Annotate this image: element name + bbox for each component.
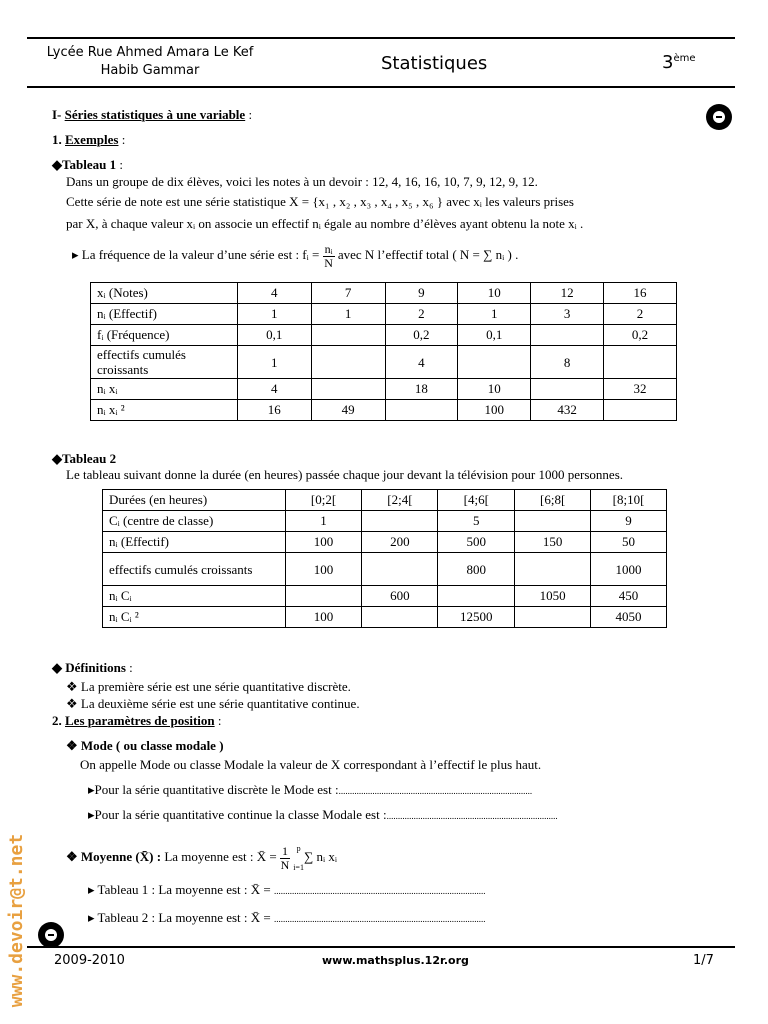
tableau2-cell: [6;8[ <box>515 490 591 511</box>
gear-icon <box>38 922 64 948</box>
tableau1-cell <box>311 346 385 379</box>
tableau1-cell: 2 <box>604 304 677 325</box>
class-level <box>662 52 696 73</box>
mode-q2-answer-blank[interactable]: ............................................................................ <box>386 811 558 821</box>
subsection-examples <box>52 132 125 148</box>
tableau2-cell <box>362 511 438 532</box>
section-2-tail: : <box>214 713 222 728</box>
tableau1-cell: 2 <box>385 304 458 325</box>
tableau1-cell: 10 <box>458 283 531 304</box>
tableau2-cell <box>515 553 591 586</box>
teacher-name: Habib Gammar <box>100 63 200 78</box>
tableau1-cell: 1 <box>311 304 385 325</box>
tableau1-cell <box>458 346 531 379</box>
tableau1-cell: 1 <box>237 346 311 379</box>
tableau1-cell <box>531 379 604 400</box>
tableau2-cell: 100 <box>285 532 362 553</box>
moy-q2-answer-blank[interactable]: .............................................................................................. <box>274 914 486 924</box>
moyenne-numerator: 1 <box>281 843 288 858</box>
footer-website-link[interactable]: www.mathsplus.12r.org <box>322 954 469 967</box>
tableau1-row <box>91 379 677 400</box>
tableau1-cell: 0,1 <box>237 325 311 346</box>
moyenne-text: La moyenne est : X̄ = <box>164 849 280 864</box>
moyenne-question-t2 <box>88 910 486 927</box>
tableau2-row <box>103 586 667 607</box>
tableau1-cell: 32 <box>604 379 677 400</box>
page-title: Statistiques <box>381 53 488 74</box>
tableau2-cell <box>515 607 591 628</box>
tableau2-cell: 1050 <box>515 586 591 607</box>
tableau1-cell: 18 <box>385 379 458 400</box>
section-1-num: I- <box>52 107 62 122</box>
tableau2-cell: 450 <box>591 586 667 607</box>
frequency-fraction <box>323 243 335 270</box>
sum-bounds <box>293 844 304 872</box>
definitions-tail: : <box>125 660 133 675</box>
moyenne-fraction <box>280 845 290 872</box>
footer-rule <box>27 946 735 948</box>
tableau2-cell <box>285 586 362 607</box>
tableau1-label: ◆Tableau 1 <box>52 157 117 172</box>
tableau1-row <box>91 346 677 379</box>
subsection-num: 1. <box>52 132 62 147</box>
tableau1-title <box>52 157 123 173</box>
mode-definition: On appelle Mode ou classe Modale la valeur de X correspondant à l’effectif le plus haut. <box>80 757 542 772</box>
tableau1-row-label: xᵢ (Notes) <box>91 283 238 304</box>
section-1-heading <box>52 107 252 123</box>
definition-1: ❖ La première série est une série quantitative discrète. <box>66 679 351 694</box>
frequency-denominator: N <box>324 255 333 270</box>
tableau2-row <box>103 532 667 553</box>
tableau1-cell: 7 <box>311 283 385 304</box>
tableau1-cell: 1 <box>458 304 531 325</box>
mode-question-discrete <box>88 782 532 799</box>
moy-q2-label: ▸ Tableau 2 : La moyenne est : X̄ = <box>88 910 274 925</box>
section-2-heading <box>52 713 222 729</box>
tableau1-cell: 49 <box>311 400 385 421</box>
tableau2-row-label: nᵢ (Effectif) <box>103 532 286 553</box>
tableau2-cell: 4050 <box>591 607 667 628</box>
tableau1-paragraph-3: par X, à chaque valeur xᵢ on associe un effectif nᵢ égale au nombre d’élèves ayant obtenu la note xᵢ . <box>66 216 584 231</box>
tableau1-row-label: nᵢ xᵢ <box>91 379 238 400</box>
tableau1-cell: 4 <box>237 283 311 304</box>
tableau2-cell: 1000 <box>591 553 667 586</box>
level-sup: ème <box>673 53 696 64</box>
gear-icon <box>706 104 732 130</box>
tableau2-row-label: Durées (en heures) <box>103 490 286 511</box>
tableau2-title: ◆Tableau 2 <box>52 451 117 466</box>
tableau2-row <box>103 553 667 586</box>
header-bottom-rule <box>27 86 735 88</box>
tableau1-cell: 12 <box>531 283 604 304</box>
tableau2-cell: [4;6[ <box>438 490 515 511</box>
tableau1-cell: 100 <box>458 400 531 421</box>
tableau1-row-label: fᵢ (Fréquence) <box>91 325 238 346</box>
definitions-title <box>52 660 133 676</box>
tableau1-table <box>90 282 677 421</box>
subsection-title: Exemples <box>65 132 119 147</box>
tableau1-cell: 4 <box>237 379 311 400</box>
section-1-tail: : <box>245 107 253 122</box>
moyenne-denominator: N <box>280 857 290 872</box>
tableau2-cell: [2;4[ <box>362 490 438 511</box>
tableau2-cell: 5 <box>438 511 515 532</box>
moy-q1-label: ▸ Tableau 1 : La moyenne est : X̄ = <box>88 882 274 897</box>
mode-q1-label: ▸Pour la série quantitative discrète le Mode est : <box>88 782 339 797</box>
section-2-title: Les paramètres de position <box>65 713 215 728</box>
tableau2-cell: 150 <box>515 532 591 553</box>
moyenne-question-t1 <box>88 882 486 899</box>
tableau1-cell: 1 <box>237 304 311 325</box>
tableau2-row-label: nᵢ Cᵢ <box>103 586 286 607</box>
tableau1-row <box>91 325 677 346</box>
tableau1-cell: 0,1 <box>458 325 531 346</box>
school-line1: Lycée Rue Ahmed Amara Le Kef <box>46 45 254 60</box>
tableau2-cell: 9 <box>591 511 667 532</box>
header-top-rule <box>27 37 735 39</box>
tableau2-table <box>102 489 667 628</box>
tableau2-row <box>103 607 667 628</box>
tableau1-row-label: nᵢ (Effectif) <box>91 304 238 325</box>
tableau2-row <box>103 511 667 532</box>
moyenne-title: ❖ Moyenne (X̄) : <box>66 849 162 864</box>
tableau1-cell: 16 <box>604 283 677 304</box>
tableau2-paragraph: Le tableau suivant donne la durée (en heures) passée chaque jour devant la télévision pour 1000 personnes. <box>66 467 624 482</box>
tableau2-cell: 800 <box>438 553 515 586</box>
tableau1-cell: 16 <box>237 400 311 421</box>
tableau1-row-label: effectifs cumulés croissants <box>91 346 238 379</box>
frequency-numerator: nᵢ <box>324 241 333 256</box>
tableau1-row <box>91 400 677 421</box>
tableau1-cell <box>311 379 385 400</box>
mode-question-continue <box>88 807 558 824</box>
tableau2-cell: 500 <box>438 532 515 553</box>
subsection-tail: : <box>118 132 126 147</box>
tableau1-cell: 4 <box>385 346 458 379</box>
tableau2-cell: 100 <box>285 553 362 586</box>
tableau1-cell: 3 <box>531 304 604 325</box>
tableau2-cell: 50 <box>591 532 667 553</box>
tableau1-row-label: nᵢ xᵢ ² <box>91 400 238 421</box>
section-2-num: 2. <box>52 713 62 728</box>
tableau1-paragraph-2: Cette série de note est une série statistique X = {x₁ , x₂ , x₃ , x₄ , x₅ , x₆ } avec xᵢ les valeurs prises <box>66 194 574 209</box>
sum-top: p <box>296 844 301 854</box>
tableau2-cell: [8;10[ <box>591 490 667 511</box>
definitions-label: ◆ Définitions <box>52 660 126 675</box>
tableau1-cell: 0,2 <box>385 325 458 346</box>
tableau1-tail: : <box>116 157 123 172</box>
moyenne-formula <box>66 840 337 874</box>
mode-q1-answer-blank[interactable]: ...................................................................................... <box>338 786 533 796</box>
moy-q1-answer-blank[interactable]: .............................................................................................. <box>274 886 486 896</box>
tableau2-cell <box>362 553 438 586</box>
tableau1-cell: 9 <box>385 283 458 304</box>
moyenne-sum: ∑ nᵢ xᵢ <box>303 849 337 864</box>
tableau2-cell: [0;2[ <box>285 490 362 511</box>
tableau2-cell: 12500 <box>438 607 515 628</box>
frequency-text-before: ▸ La fréquence de la valeur d’une série est : fᵢ = <box>72 247 323 262</box>
tableau2-row-label: nᵢ Cᵢ ² <box>103 607 286 628</box>
frequency-text-after: avec N l’effectif total ( N = ∑ nᵢ ) . <box>334 247 519 262</box>
tableau2-row <box>103 490 667 511</box>
tableau1-cell <box>531 325 604 346</box>
watermark: www.devoir@t.net <box>6 833 28 1008</box>
tableau1-cell <box>311 325 385 346</box>
tableau1-cell: 10 <box>458 379 531 400</box>
school-name <box>30 44 270 80</box>
tableau1-cell <box>385 400 458 421</box>
tableau2-row-label: effectifs cumulés croissants <box>103 553 286 586</box>
tableau1-row <box>91 304 677 325</box>
tableau2-cell <box>438 586 515 607</box>
tableau1-paragraph-1: Dans un groupe de dix élèves, voici les notes à un devoir : 12, 4, 16, 16, 10, 7, 9, 12, 9, 12. <box>66 174 538 189</box>
sum-bottom: i=1 <box>293 863 304 873</box>
tableau2-cell <box>515 511 591 532</box>
footer-year: 2009-2010 <box>54 953 125 968</box>
tableau2-cell: 100 <box>285 607 362 628</box>
tableau2-cell: 200 <box>362 532 438 553</box>
frequency-formula <box>72 240 518 270</box>
tableau1-row <box>91 283 677 304</box>
tableau1-cell <box>604 400 677 421</box>
section-1-title: Séries statistiques à une variable <box>64 107 246 122</box>
tableau1-cell <box>604 346 677 379</box>
tableau2-cell: 1 <box>285 511 362 532</box>
tableau1-cell: 0,2 <box>604 325 677 346</box>
tableau1-cell: 432 <box>531 400 604 421</box>
definition-2: ❖ La deuxième série est une série quantitative continue. <box>66 696 360 711</box>
tableau2-cell: 600 <box>362 586 438 607</box>
mode-q2-label: ▸Pour la série quantitative continue la classe Modale est : <box>88 807 387 822</box>
level-number: 3 <box>662 52 674 73</box>
mode-title: ❖ Mode ( ou classe modale ) <box>66 738 224 753</box>
footer-page-number: 1/7 <box>693 953 714 968</box>
tableau1-cell: 8 <box>531 346 604 379</box>
tableau2-cell <box>362 607 438 628</box>
tableau2-row-label: Cᵢ (centre de classe) <box>103 511 286 532</box>
